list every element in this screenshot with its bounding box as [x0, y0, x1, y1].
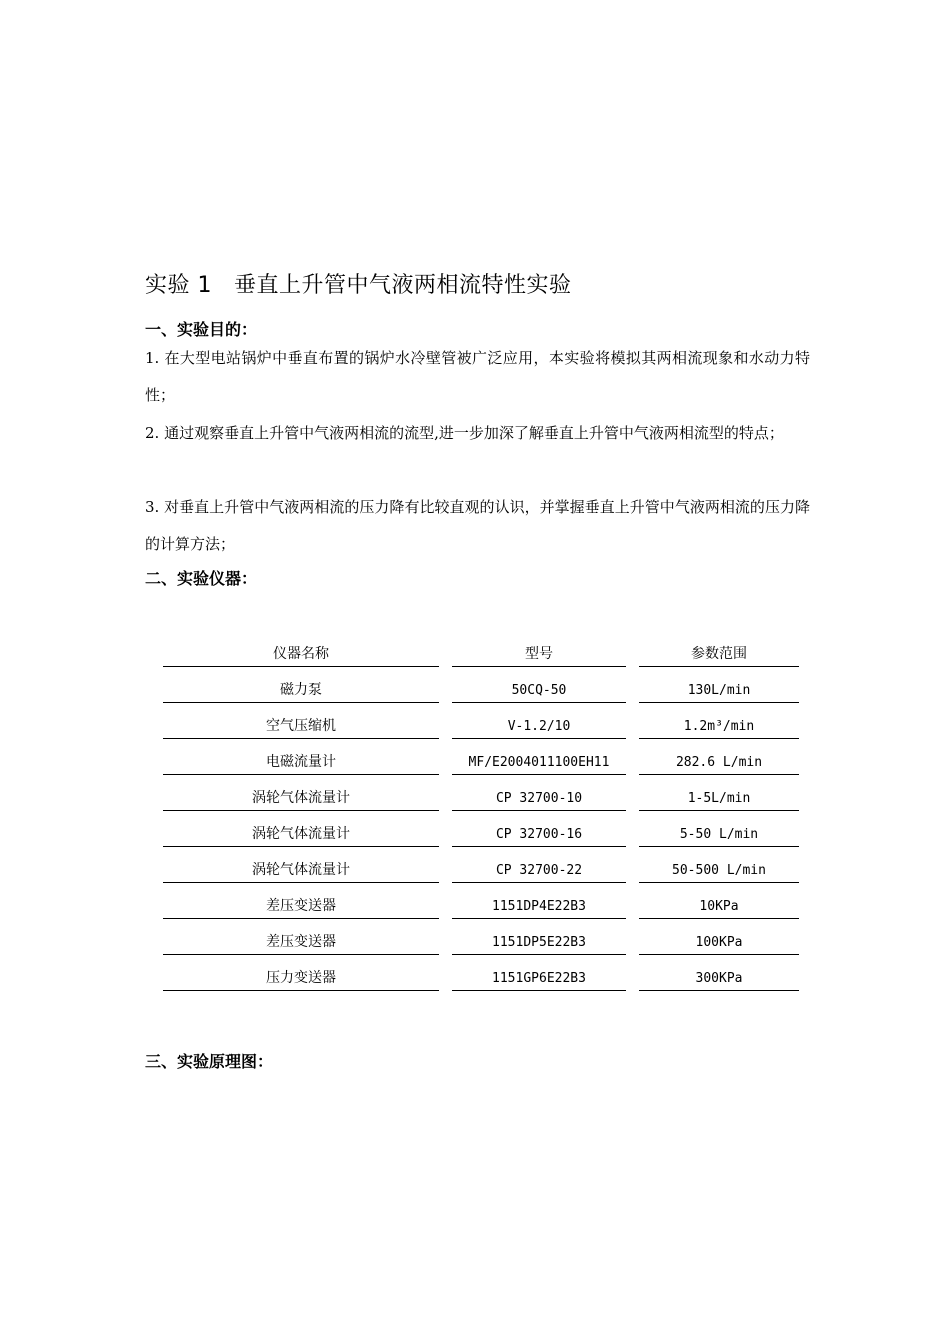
- cell-model: V-1.2/10: [452, 710, 626, 739]
- header-name: 仪器名称: [163, 638, 439, 667]
- cell-range: 1.2m³/min: [639, 710, 799, 739]
- cell-name: 压力变送器: [163, 962, 439, 991]
- cell-range: 10KPa: [639, 890, 799, 919]
- experiment-title: 垂直上升管中气液两相流特性实验: [234, 273, 572, 298]
- cell-name: 差压变送器: [163, 890, 439, 919]
- section-heading-instruments: 二、实验仪器：: [145, 569, 258, 588]
- cell-name: 涡轮气体流量计: [163, 782, 439, 811]
- header-range: 参数范围: [639, 638, 799, 667]
- cell-model: 50CQ-50: [452, 674, 626, 703]
- table-row: [163, 854, 799, 890]
- page-title: [145, 268, 572, 299]
- table-row: [163, 710, 799, 746]
- cell-model: CP 32700-16: [452, 818, 626, 847]
- purpose-item-3: 3. 对垂直上升管中气液两相流的压力降有比较直观的认识，并掌握垂直上升管中气液两相流的压力降的计算方法；: [145, 498, 810, 553]
- table-header-row: [163, 638, 799, 674]
- cell-name: 差压变送器: [163, 926, 439, 955]
- cell-range: 300KPa: [639, 962, 799, 991]
- cell-name: 磁力泵: [163, 674, 439, 703]
- header-model: 型号: [452, 638, 626, 667]
- section-heading-principle: 三、实验原理图：: [145, 1052, 274, 1071]
- cell-range: 282.6 L/min: [639, 746, 799, 775]
- cell-model: 1151GP6E22B3: [452, 962, 626, 991]
- table-row: [163, 926, 799, 962]
- purpose-item-1: 1. 在大型电站锅炉中垂直布置的锅炉水冷壁管被广泛应用，本实验将模拟其两相流现象和水动力特性；: [145, 349, 810, 404]
- cell-name: 空气压缩机: [163, 710, 439, 739]
- table-row: [163, 962, 799, 998]
- cell-model: CP 32700-10: [452, 782, 626, 811]
- table-row: [163, 674, 799, 710]
- cell-model: 1151DP5E22B3: [452, 926, 626, 955]
- instrument-table: [163, 638, 799, 998]
- experiment-number: 实验 1: [145, 273, 212, 298]
- section-heading-purpose: 一、实验目的：: [145, 320, 258, 339]
- cell-model: MF/E2004011100EH11: [452, 746, 626, 775]
- table-row: [163, 782, 799, 818]
- table-row: [163, 818, 799, 854]
- table-row: [163, 890, 799, 926]
- cell-name: 涡轮气体流量计: [163, 818, 439, 847]
- cell-model: CP 32700-22: [452, 854, 626, 883]
- cell-range: 5-50 L/min: [639, 818, 799, 847]
- purpose-item-2: 2. 通过观察垂直上升管中气液两相流的流型,进一步加深了解垂直上升管中气液两相流型的特点；: [145, 424, 784, 442]
- cell-range: 50-500 L/min: [639, 854, 799, 883]
- cell-range: 1-5L/min: [639, 782, 799, 811]
- cell-name: 涡轮气体流量计: [163, 854, 439, 883]
- cell-range: 100KPa: [639, 926, 799, 955]
- cell-model: 1151DP4E22B3: [452, 890, 626, 919]
- table-row: [163, 746, 799, 782]
- cell-name: 电磁流量计: [163, 746, 439, 775]
- cell-range: 130L/min: [639, 674, 799, 703]
